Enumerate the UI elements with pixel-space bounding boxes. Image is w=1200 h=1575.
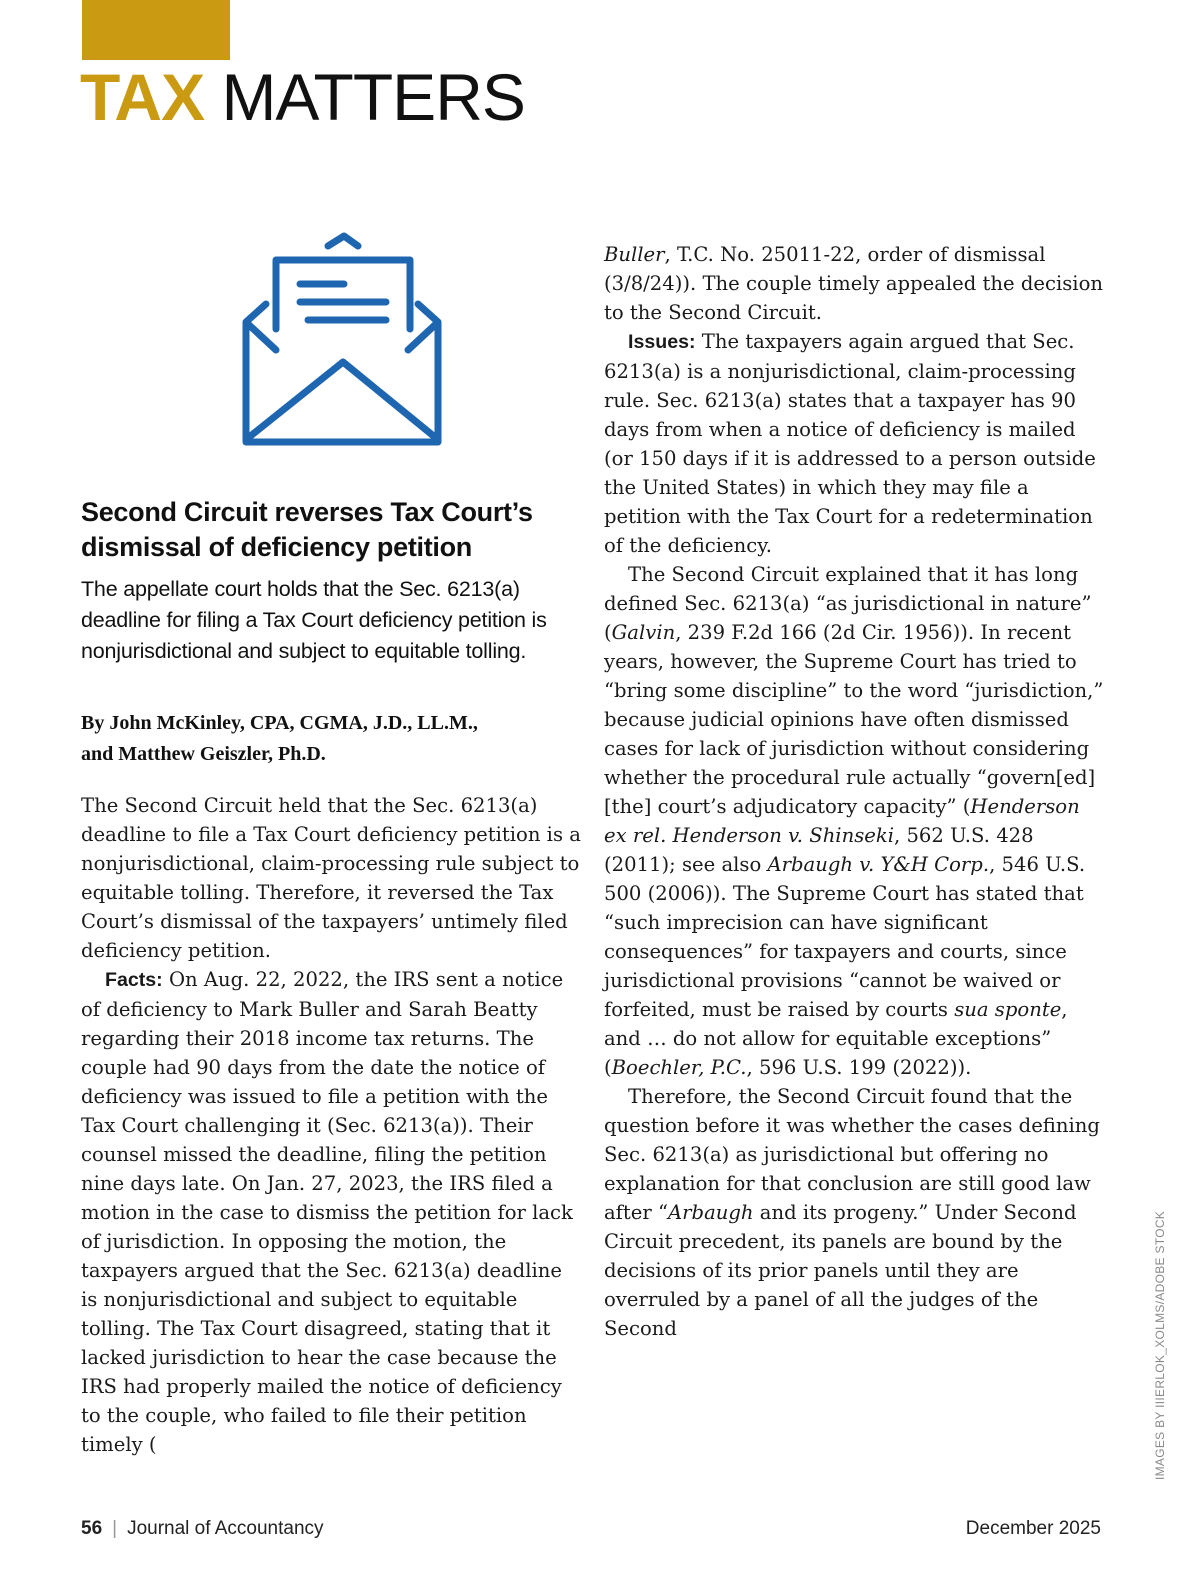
- explained-text-6: , 596 U.S. 199 (2022)).: [746, 1056, 972, 1079]
- explained-text-2: , 239 F.2d 166 (2d Cir. 1956)). In recent years, however, the Supreme Court has tried to “bring some discipline” to the word “jurisdiction,” because judicial opinions have often dismissed cases for lack of jurisdiction without considering whether the procedural rule actually “govern[ed] [the] court’s adjudicatory capacity” (: [604, 621, 1104, 818]
- explained-text-3: , 562 U.S. 428 (2011); see also: [604, 824, 1034, 876]
- case-name-boechler: Boechler, P.C.: [611, 1056, 747, 1079]
- byline-line-1: By John McKinley, CPA, CGMA, J.D., LL.M.,: [81, 712, 478, 734]
- facts-text: On Aug. 22, 2022, the IRS sent a notice of deficiency to Mark Buller and Sarah Beatty regarding their 2018 income tax returns. The couple had 90 days from the date the notice of deficiency was issued to file a petition with the Tax Court challenging it (Sec. 6213(a)). Their counsel missed the deadline, filing the petition nine days late. On Jan. 27, 2023, the IRS filed a motion in the case to dismiss the petition for lack of jurisdiction. In opposing the motion, the taxpayers argued that the Sec. 6213(a) deadline is nonjurisdictional and subject to equitable tolling. The Tax Court disagreed, stating that it lacked jurisdiction to hear the case because the IRS had properly mailed the notice of deficiency to the couple, who failed to file their petition timely (: [81, 968, 573, 1456]
- section-title-bold: TAX: [80, 60, 205, 134]
- image-credit: IMAGES BY IIIERLOK_XOLMS/ADOBE STOCK: [1153, 1210, 1167, 1480]
- explained-text-5: , and … do not allow for equitable exceptions” (: [604, 998, 1068, 1079]
- case-name-buller: Buller: [604, 243, 665, 266]
- byline-line-2: and Matthew Geiszler, Ph.D.: [81, 743, 326, 765]
- section-accent-bar: [82, 0, 230, 60]
- case-name-arbaugh: Arbaugh v. Y&H Corp.: [767, 853, 990, 876]
- issues-text: The taxpayers again argued that Sec. 6213(a) is a nonjurisdictional, claim-processing rule. Sec. 6213(a) states that a taxpayer has 90 days from when a notice of deficiency is mailed (or 150 days if it is addressed to a person outside the United States) in which they may file a petition with the Tax Court for a redetermination of the deficiency.: [604, 330, 1096, 557]
- explained-paragraph: [604, 560, 1104, 1082]
- explained-text-1: The Second Circuit explained that it has long defined Sec. 6213(a) “as jurisdictional in nature” (: [604, 563, 1092, 644]
- body-column-right: [604, 240, 1104, 1343]
- issue-date: December 2025: [965, 1518, 1101, 1539]
- therefore-text-2: and its progeny.” Under Second Circuit precedent, its panels are bound by the decisions of its prior panels until they are overruled by a panel of all the judges of the Second: [604, 1201, 1077, 1340]
- case-name-henderson: Henderson ex rel. Henderson v. Shinseki: [604, 795, 1080, 847]
- therefore-text-1: Therefore, the Second Circuit found that the question before it was whether the cases defining Sec. 6213(a) as jurisdictional but offering no explanation for that conclusion are still good law after “: [604, 1085, 1100, 1224]
- publication-name: Journal of Accountancy: [127, 1518, 324, 1539]
- explained-text-4: , 546 U.S. 500 (2006)). The Supreme Court has stated that “such imprecision can have significant consequences” for taxpayers and courts, since jurisdictional provisions “cannot be waived or forfeited, must be raised by courts: [604, 853, 1086, 1021]
- section-title: [80, 62, 525, 132]
- facts-continued: [604, 240, 1104, 327]
- facts-paragraph: [81, 965, 581, 1459]
- article-headline: Second Circuit reverses Tax Court’s dismissal of deficiency petition: [81, 497, 533, 562]
- intro-paragraph: The Second Circuit held that the Sec. 6213(a) deadline to file a Tax Court deficiency petition is a nonjurisdictional, claim-processing rule subject to equitable tolling. Therefore, it reversed the Tax Court’s dismissal of the taxpayers’ untimely filed deficiency petition.: [81, 794, 581, 962]
- footer-left: [81, 1518, 324, 1540]
- issues-paragraph: [604, 327, 1104, 560]
- footer-separator: |: [112, 1518, 118, 1539]
- case-name-arbaugh-2: Arbaugh: [668, 1201, 754, 1224]
- issues-label: Issues:: [628, 331, 696, 353]
- latin-sua-sponte: sua sponte: [954, 998, 1062, 1021]
- section-title-rest: MATTERS: [221, 60, 525, 134]
- body-column-left: [81, 791, 581, 1459]
- open-envelope-with-letter-icon: [240, 232, 446, 450]
- therefore-paragraph: [604, 1082, 1104, 1343]
- article-deck: The appellate court holds that the Sec. 6213(a) deadline for filing a Tax Court deficiency petition is nonjurisdictional and subject to equitable tolling.: [81, 577, 547, 663]
- facts-label: Facts:: [105, 969, 163, 991]
- article-byline: [81, 708, 581, 770]
- facts-text-end: , T.C. No. 25011-22, order of dismissal (3/8/24)). The couple timely appealed the decision to the Second Circuit.: [604, 243, 1103, 324]
- page-number: 56: [81, 1518, 103, 1539]
- case-name-galvin: Galvin: [611, 621, 676, 644]
